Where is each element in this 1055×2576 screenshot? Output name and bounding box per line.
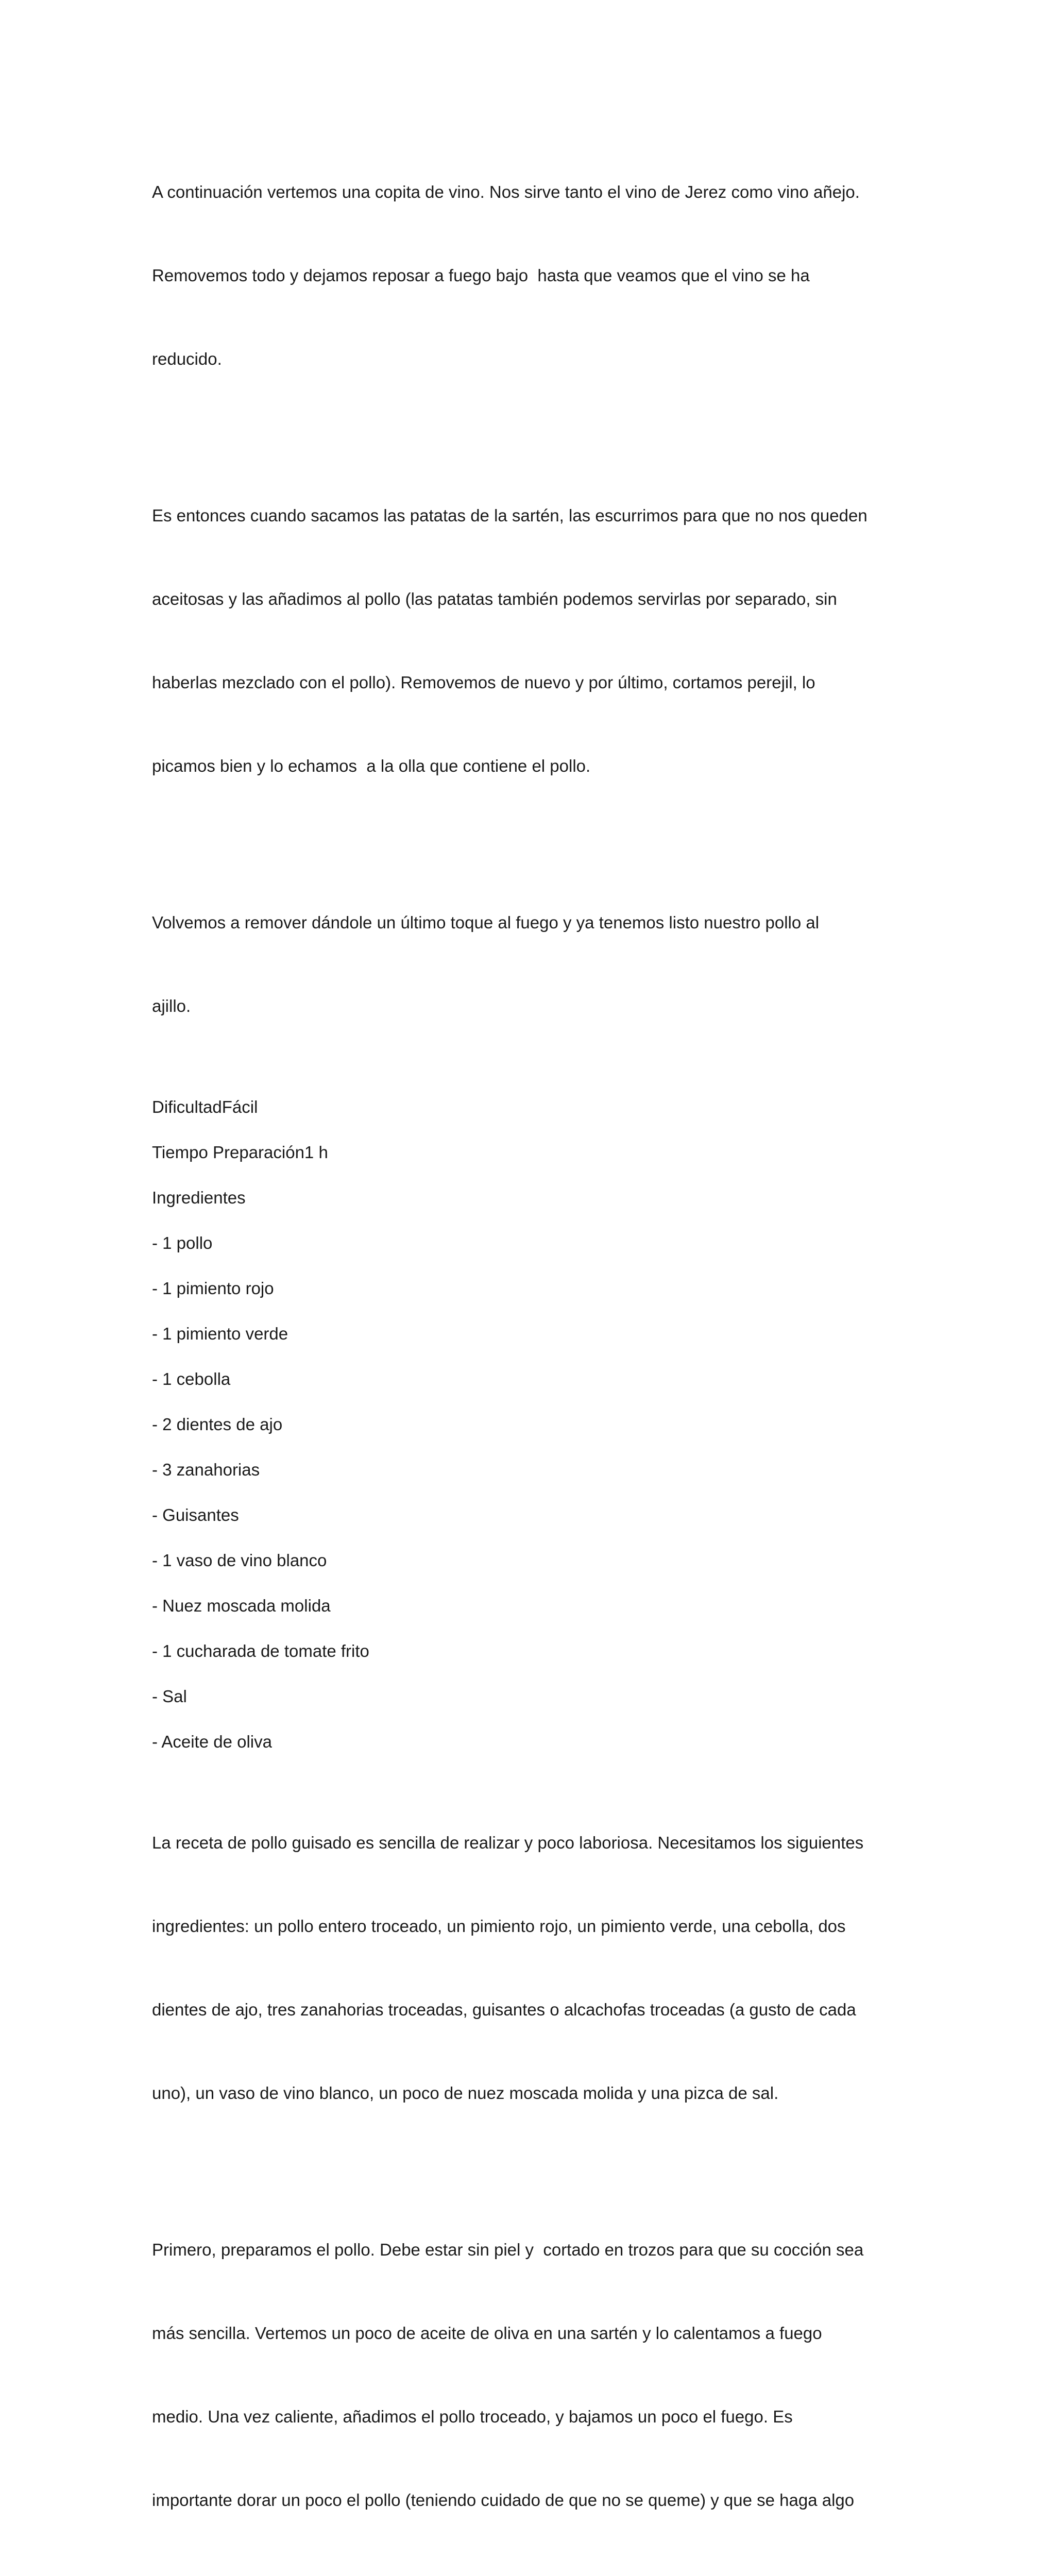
ingredient-item: - 2 dientes de ajo [152, 1415, 283, 1434]
difficulty-line: DificultadFácil [152, 1097, 258, 1116]
text-line: Es entonces cuando sacamos las patatas de la sartén, las escurrimos para que no nos queden [152, 506, 867, 525]
ingredient-item: - Aceite de oliva [152, 1732, 272, 1751]
text-line: importante dorar un poco el pollo (teniendo cuidado de que no se queme) y que se haga algo [152, 2490, 855, 2510]
paragraph-wine [152, 123, 909, 429]
ingredients-heading: Ingredientes [152, 1188, 246, 1207]
paragraph-recipe-intro [152, 1773, 909, 2163]
ingredient-item: - Guisantes [152, 1505, 239, 1524]
ingredient-item: - 3 zanahorias [152, 1460, 260, 1479]
text-line: picamos bien y lo echamos a la olla que contiene el pollo. [152, 756, 591, 775]
paragraph-potatoes [152, 446, 909, 836]
ingredient-item: - 1 vaso de vino blanco [152, 1551, 327, 1570]
ingredient-item: - Nuez moscada molida [152, 1596, 331, 1615]
ingredient-item: - 1 cucharada de tomate frito [152, 1641, 369, 1660]
text-line: La receta de pollo guisado es sencilla de realizar y poco laboriosa. Necesitamos los siguientes [152, 1833, 864, 1852]
text-line: reducido. [152, 349, 222, 368]
text-line: ajillo. [152, 996, 191, 1015]
text-line: aceitosas y las añadimos al pollo (las patatas también podemos servirlas por separado, sin [152, 589, 837, 608]
text-line: más sencilla. Vertemos un poco de aceite de oliva en una sartén y lo calentamos a fuego [152, 2324, 822, 2343]
ingredient-item: - 1 cebolla [152, 1369, 231, 1388]
text-line: ingredientes: un pollo entero troceado, un pimiento rojo, un pimiento verde, una cebolla, dos [152, 1917, 846, 1936]
text-line: A continuación vertemos una copita de vino. Nos sirve tanto el vino de Jerez como vino añejo. [152, 182, 860, 201]
paragraph-first-step [152, 2180, 909, 2570]
text-line: haberlas mezclado con el pollo). Removemos de nuevo y por último, cortamos perejil, lo [152, 673, 815, 692]
ingredient-item: - Sal [152, 1687, 187, 1706]
text-line: uno), un vaso de vino blanco, un poco de nuez moscada molida y una pizca de sal. [152, 2083, 779, 2103]
ingredient-item: - 1 pimiento rojo [152, 1279, 274, 1298]
text-line: Volvemos a remover dándole un último toque al fuego y ya tenemos listo nuestro pollo al [152, 913, 820, 932]
text-line: dientes de ajo, tres zanahorias troceadas, guisantes o alcachofas troceadas (a gusto de cada [152, 2000, 856, 2019]
text-line: Removemos todo y dejamos reposar a fuego bajo hasta que veamos que el vino se ha [152, 266, 810, 285]
prep-time-line: Tiempo Preparación1 h [152, 1143, 328, 1162]
text-line: medio. Una vez caliente, añadimos el pollo troceado, y bajamos un poco el fuego. Es [152, 2407, 793, 2426]
ingredient-item: - 1 pimiento verde [152, 1324, 288, 1343]
document-body [152, 123, 909, 2576]
ingredient-item: - 1 pollo [152, 1233, 213, 1252]
paragraph-finish [152, 853, 909, 1076]
text-line: Primero, preparamos el pollo. Debe estar sin piel y cortado en trozos para que su cocción sea [152, 2240, 864, 2259]
